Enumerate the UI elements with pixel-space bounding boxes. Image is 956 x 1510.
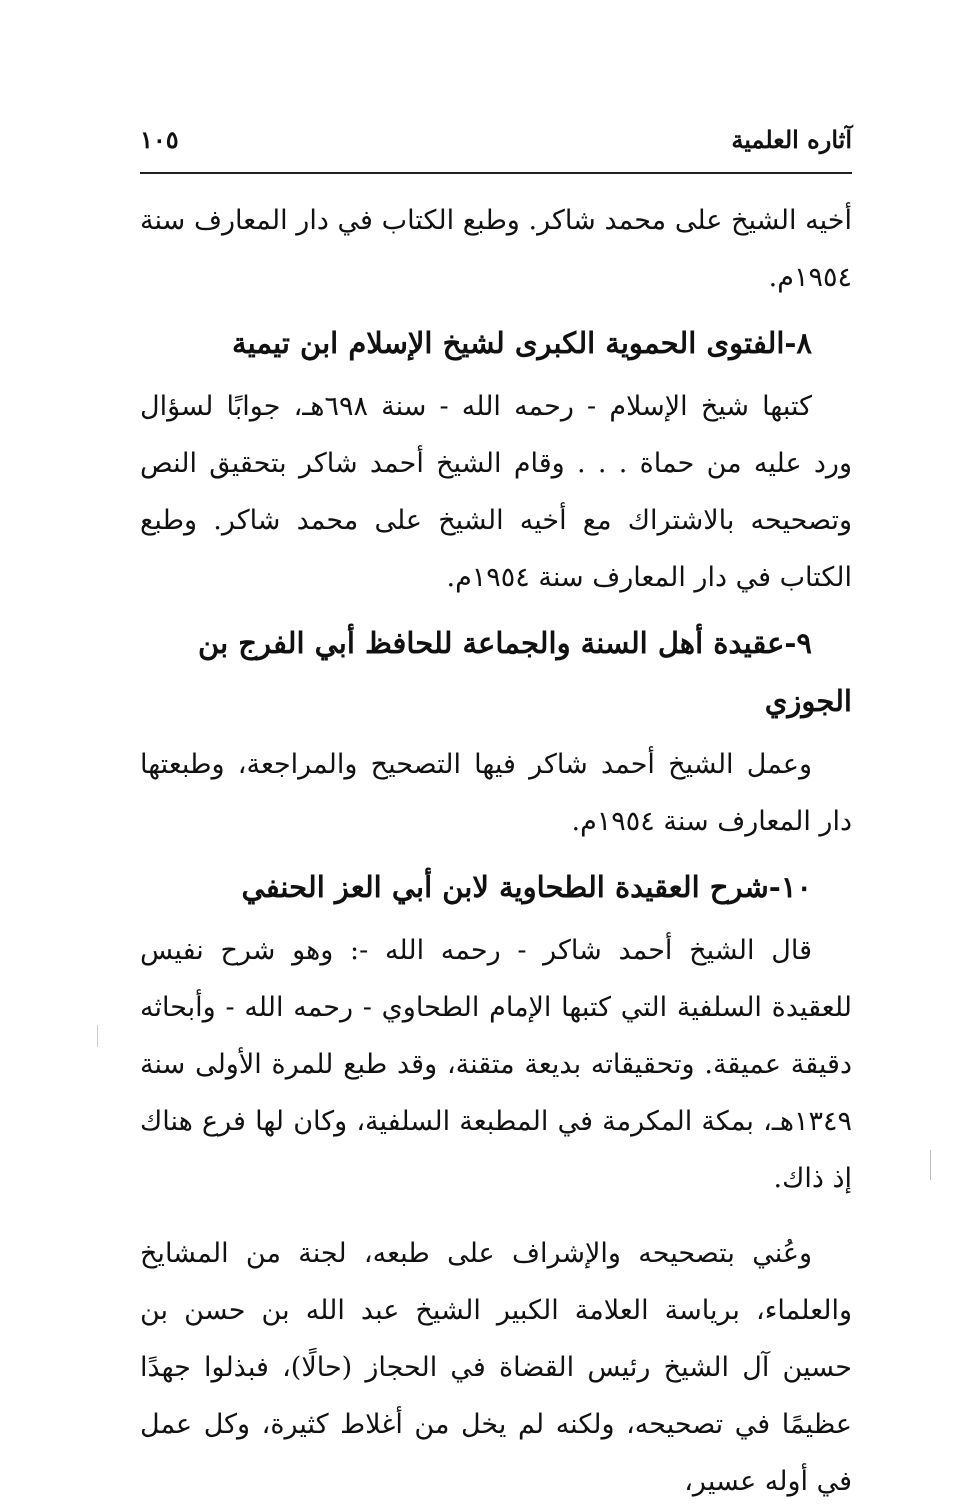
page-body bbox=[140, 192, 852, 1510]
heading-item-8: ٨-الفتوى الحموية الكبرى لشيخ الإسلام ابن تيمية bbox=[232, 326, 812, 360]
heading-item-10: ١٠-شرح العقيدة الطحاوية لابن أبي العز الحنفي bbox=[241, 870, 812, 904]
header-rule bbox=[140, 172, 852, 174]
paragraph-continuation: أخيه الشيخ على محمد شاكر. وطبع الكتاب في دار المعارف سنة ١٩٥٤م. bbox=[140, 205, 852, 293]
paragraph-item-10-first: قال الشيخ أحمد شاكر - رحمه الله -: وهو شرح نفيس للعقيدة السلفية التي كتبها الإمام الطحاوي - رحمه الله - وأبحاثه دقيقة عميقة. وتحقيقاته بديعة متقنة، وقد طبع للمرة الأولى سنة ١٣٤٩هـ، بمكة المكرمة في المطبعة السلفية، وكان لها فرع هناك إذ ذاك. bbox=[140, 935, 852, 1194]
scan-edge-mark-left bbox=[97, 1025, 98, 1047]
paragraph-item-10-second: وعُني بتصحيحه والإشراف على طبعه، لجنة من المشايخ والعلماء، برياسة العلامة الكبير الشيخ عبد الله بن حسن بن حسين آل الشيخ رئيس القضاة في الحجاز (حالًا)، فبذلوا جهدًا عظيمًا في تصحيحه، ولكنه لم يخل من أغلاط كثيرة، وكل عمل في أوله عسير، bbox=[140, 1238, 852, 1497]
paragraph-gap bbox=[140, 1207, 852, 1225]
running-title: آثاره العلمية bbox=[731, 125, 852, 154]
paragraph-item-9: وعمل الشيخ أحمد شاكر فيها التصحيح والمراجعة، وطبعتها دار المعارف سنة ١٩٥٤م. bbox=[140, 749, 852, 837]
page-number: ١٠٥ bbox=[140, 125, 179, 154]
heading-item-9: ٩-عقيدة أهل السنة والجماعة للحافظ أبي الفرج بن الجوزي bbox=[198, 626, 852, 718]
scan-edge-mark bbox=[930, 1150, 931, 1180]
paragraph-item-8: كتبها شيخ الإسلام - رحمه الله - سنة ٦٩٨هـ، جوابًا لسؤال ورد عليه من حماة . . . وقام الشيخ أحمد شاكر بتحقيق النص وتصحيحه بالاشتراك مع أخيه الشيخ على محمد شاكر. وطبع الكتاب في دار المعارف سنة ١٩٥٤م. bbox=[140, 391, 852, 593]
running-header bbox=[140, 125, 852, 165]
